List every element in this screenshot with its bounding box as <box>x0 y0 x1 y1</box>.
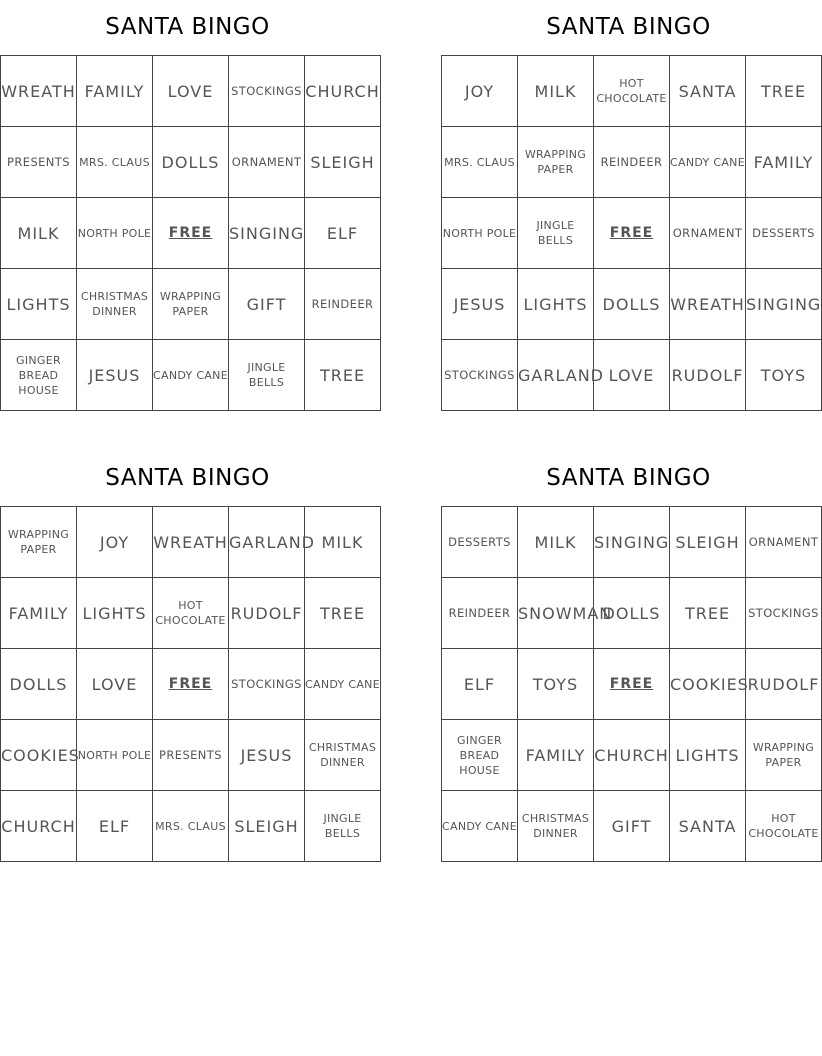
bingo-cell-label: CANDY CANE <box>153 368 228 382</box>
bingo-cell-label: SNOWMAN <box>518 603 613 623</box>
bingo-cell <box>442 340 518 411</box>
bingo-cell <box>594 578 670 649</box>
bingo-cell <box>229 269 305 340</box>
bingo-cell <box>229 56 305 127</box>
bingo-cell <box>518 127 594 198</box>
bingo-cell <box>229 127 305 198</box>
bingo-cell <box>746 649 822 720</box>
bingo-cell <box>1 127 77 198</box>
bingo-cell-label: CHURCH <box>594 745 669 765</box>
bingo-row <box>1 56 381 127</box>
bingo-cell-label: MILK <box>534 532 577 552</box>
bingo-cell-label: LOVE <box>91 674 138 694</box>
bingo-grid <box>0 55 381 411</box>
bingo-cell <box>77 720 153 791</box>
bingo-cell-label: STOCKINGS <box>444 367 515 382</box>
bingo-cell <box>305 649 381 720</box>
bingo-cell <box>229 720 305 791</box>
bingo-cell <box>1 791 77 862</box>
bingo-cell-label: FAMILY <box>84 81 145 101</box>
bingo-cell-label: COOKIES <box>1 745 80 765</box>
bingo-cell-label: REINDEER <box>448 605 511 620</box>
bingo-cell <box>1 269 77 340</box>
bingo-row <box>442 720 822 791</box>
bingo-cell-label: CHURCH <box>1 816 76 836</box>
bingo-cell <box>518 791 594 862</box>
bingo-cell <box>229 340 305 411</box>
bingo-cell-label: WRAPPING PAPER <box>159 290 222 318</box>
bingo-cell-label: DESSERTS <box>752 225 815 240</box>
bingo-row <box>442 56 822 127</box>
bingo-cell-label: GINGER BREAD HOUSE <box>457 733 502 777</box>
bingo-row <box>442 649 822 720</box>
free-space-label: FREE <box>168 676 213 692</box>
bingo-cell-label: GIFT <box>246 294 287 314</box>
bingo-row <box>1 507 381 578</box>
bingo-cell <box>670 507 746 578</box>
bingo-cell-label: SANTA <box>678 81 737 101</box>
card-title: SANTA BINGO <box>546 14 711 40</box>
bingo-cell-label: LIGHTS <box>6 294 71 314</box>
bingo-cell <box>1 720 80 791</box>
bingo-cell-label: JINGLE BELLS <box>323 812 362 840</box>
bingo-cell <box>518 56 594 127</box>
bingo-cell-label: JESUS <box>88 365 141 385</box>
bingo-cell <box>305 507 381 578</box>
bingo-cell-label: MILK <box>17 223 60 243</box>
bingo-cell-label: SLEIGH <box>234 816 299 836</box>
bingo-row <box>1 791 381 862</box>
bingo-cell-label: NORTH POLE <box>442 226 517 240</box>
bingo-cell-label: JOY <box>464 81 495 101</box>
bingo-cell <box>670 56 746 127</box>
bingo-cell <box>594 507 670 578</box>
bingo-cell <box>1 578 77 649</box>
bingo-cell-label: STOCKINGS <box>231 676 302 691</box>
bingo-cell <box>153 127 229 198</box>
bingo-cell-label: JESUS <box>453 294 506 314</box>
bingo-cell <box>153 507 229 578</box>
bingo-grid <box>441 506 822 862</box>
bingo-cell-label: PRESENTS <box>7 154 70 169</box>
bingo-cell-label: WRAPPING PAPER <box>524 148 587 176</box>
bingo-row <box>1 340 381 411</box>
bingo-cell-label: DOLLS <box>602 294 661 314</box>
bingo-cell <box>153 269 229 340</box>
bingo-cell <box>594 720 670 791</box>
bingo-cell <box>1 340 77 411</box>
bingo-cell <box>305 56 381 127</box>
bingo-cell-label: GINGER BREAD HOUSE <box>16 353 61 397</box>
bingo-grid <box>441 55 822 411</box>
bingo-cell <box>746 56 822 127</box>
bingo-cell <box>746 507 822 578</box>
bingo-cell-label: HOT CHOCOLATE <box>596 77 667 105</box>
bingo-row <box>1 198 381 269</box>
bingo-cell-label: MRS. CLAUS <box>155 819 226 833</box>
bingo-cell <box>305 269 381 340</box>
bingo-cell <box>77 127 153 198</box>
bingo-cell-label: DOLLS <box>602 603 661 623</box>
bingo-cell <box>305 340 381 411</box>
bingo-cell <box>229 198 305 269</box>
bingo-row <box>1 720 381 791</box>
bingo-cell <box>746 269 822 340</box>
bingo-cell-label: GIFT <box>611 816 652 836</box>
bingo-cell-label: JINGLE BELLS <box>247 361 286 389</box>
bingo-cell-label: COOKIES <box>670 674 749 694</box>
bingo-cell-label: TREE <box>319 365 366 385</box>
bingo-cell <box>305 198 381 269</box>
bingo-cell <box>746 720 822 791</box>
bingo-cell <box>229 791 305 862</box>
bingo-cell <box>594 269 670 340</box>
bingo-cell-label: PRESENTS <box>159 747 222 762</box>
bingo-cell-label: WREATH <box>153 532 228 552</box>
bingo-cell-label: LIGHTS <box>523 294 588 314</box>
bingo-cell-label: SLEIGH <box>310 152 375 172</box>
bingo-cell-label: CANDY CANE <box>305 677 380 691</box>
bingo-cell-label: REINDEER <box>600 154 663 169</box>
bingo-cell <box>153 56 229 127</box>
bingo-cell <box>442 791 518 862</box>
bingo-cell <box>153 720 229 791</box>
free-space-cell <box>594 649 670 720</box>
bingo-cell <box>442 198 518 269</box>
bingo-row <box>1 269 381 340</box>
bingo-cell-label: GARLAND <box>518 365 604 385</box>
free-space-label: FREE <box>609 225 654 241</box>
bingo-cell <box>77 791 153 862</box>
bingo-row <box>442 269 822 340</box>
bingo-cell <box>77 649 153 720</box>
bingo-cell-label: SINGING <box>229 223 305 243</box>
bingo-cell-label: TREE <box>319 603 366 623</box>
free-space-label: FREE <box>609 676 654 692</box>
bingo-cell-label: JOY <box>99 532 130 552</box>
bingo-cell <box>77 269 153 340</box>
bingo-cell-label: LOVE <box>167 81 214 101</box>
bingo-cell-label: WRAPPING PAPER <box>752 741 815 769</box>
bingo-cell-label: WRAPPING PAPER <box>7 528 70 556</box>
bingo-cell-label: REINDEER <box>311 296 374 311</box>
bingo-cell-label: DESSERTS <box>448 534 511 549</box>
bingo-cell <box>670 578 746 649</box>
card-title: SANTA BINGO <box>546 465 711 491</box>
bingo-cell-label: ORNAMENT <box>231 154 302 169</box>
bingo-cell-label: CHRISTMAS DINNER <box>80 290 149 318</box>
bingo-cell <box>746 340 822 411</box>
bingo-cell-label: ORNAMENT <box>672 225 743 240</box>
bingo-cell-label: MRS. CLAUS <box>79 155 150 169</box>
bingo-cell <box>442 507 518 578</box>
free-space-cell <box>594 198 670 269</box>
bingo-cell <box>670 720 746 791</box>
bingo-cell-label: CANDY CANE <box>442 819 517 833</box>
bingo-cell-label: STOCKINGS <box>748 605 819 620</box>
bingo-row <box>1 649 381 720</box>
bingo-row <box>442 791 822 862</box>
bingo-cell <box>518 720 594 791</box>
bingo-cell <box>442 578 518 649</box>
bingo-row <box>442 198 822 269</box>
bingo-cell-label: CHURCH <box>305 81 380 101</box>
bingo-cell <box>746 791 822 862</box>
bingo-cell <box>670 198 746 269</box>
bingo-cell <box>1 56 77 127</box>
bingo-cell <box>594 56 670 127</box>
bingo-cell <box>305 578 381 649</box>
bingo-cell <box>229 507 315 578</box>
bingo-row <box>442 507 822 578</box>
free-space-cell <box>153 198 229 269</box>
bingo-cell <box>670 649 749 720</box>
bingo-cell <box>229 649 305 720</box>
bingo-cell-label: TREE <box>684 603 731 623</box>
card-title: SANTA BINGO <box>105 14 270 40</box>
bingo-row <box>1 127 381 198</box>
bingo-cell <box>77 198 153 269</box>
bingo-cell-label: CHRISTMAS DINNER <box>308 741 377 769</box>
bingo-cell <box>670 127 746 198</box>
bingo-row <box>1 578 381 649</box>
bingo-cell <box>1 198 77 269</box>
bingo-cell-label: HOT CHOCOLATE <box>748 812 819 840</box>
bingo-cell-label: ELF <box>463 674 496 694</box>
bingo-row <box>442 340 822 411</box>
bingo-cell-label: SINGING <box>594 532 670 552</box>
bingo-cell <box>77 56 153 127</box>
bingo-cell <box>305 720 381 791</box>
bingo-cell <box>746 578 822 649</box>
bingo-row <box>442 578 822 649</box>
bingo-cell-label: RUDOLF <box>671 365 744 385</box>
bingo-cell <box>746 127 822 198</box>
bingo-cell-label: LOVE <box>608 365 655 385</box>
bingo-cell-label: CANDY CANE <box>670 155 745 169</box>
bingo-cell-label: ELF <box>98 816 131 836</box>
bingo-cell-label: MILK <box>534 81 577 101</box>
bingo-cell-label: LIGHTS <box>82 603 147 623</box>
card-title: SANTA BINGO <box>105 465 270 491</box>
bingo-cell <box>442 720 518 791</box>
bingo-cell-label: MRS. CLAUS <box>444 155 515 169</box>
bingo-cell-label: MILK <box>321 532 364 552</box>
bingo-cell-label: DOLLS <box>9 674 68 694</box>
bingo-cell <box>442 56 518 127</box>
bingo-cell <box>229 578 305 649</box>
bingo-cell-label: TREE <box>760 81 807 101</box>
bingo-cell <box>77 507 153 578</box>
free-space-label: FREE <box>168 225 213 241</box>
bingo-cell <box>746 198 822 269</box>
bingo-cell <box>594 340 670 411</box>
bingo-cell-label: TOYS <box>760 365 807 385</box>
bingo-cell <box>153 578 229 649</box>
bingo-cell <box>670 340 746 411</box>
bingo-cell <box>518 649 594 720</box>
bingo-cell-label: FAMILY <box>525 745 586 765</box>
free-space-cell <box>153 649 229 720</box>
bingo-cell <box>518 269 594 340</box>
bingo-cell-label: FAMILY <box>753 152 814 172</box>
bingo-cell <box>670 269 746 340</box>
bingo-cell <box>518 578 613 649</box>
bingo-cell-label: STOCKINGS <box>231 83 302 98</box>
bingo-cell-label: JINGLE BELLS <box>536 219 575 247</box>
bingo-cell-label: SINGING <box>746 294 822 314</box>
bingo-cell <box>442 649 518 720</box>
bingo-cell-label: SANTA <box>678 816 737 836</box>
bingo-cell-label: FAMILY <box>8 603 69 623</box>
bingo-cell-label: HOT CHOCOLATE <box>155 599 226 627</box>
bingo-cell <box>77 578 153 649</box>
bingo-cell-label: WREATH <box>1 81 76 101</box>
bingo-cell-label: CHRISTMAS DINNER <box>521 812 590 840</box>
bingo-cell-label: DOLLS <box>161 152 220 172</box>
bingo-row <box>442 127 822 198</box>
bingo-cell <box>442 269 518 340</box>
bingo-cell-label: TOYS <box>532 674 579 694</box>
bingo-cell <box>1 507 77 578</box>
bingo-cell <box>305 127 381 198</box>
bingo-cell-label: GARLAND <box>229 532 315 552</box>
bingo-grid <box>0 506 381 862</box>
bingo-cell-label: SLEIGH <box>675 532 740 552</box>
bingo-cell-label: WREATH <box>670 294 745 314</box>
bingo-cell <box>518 507 594 578</box>
bingo-cell <box>594 127 670 198</box>
bingo-cell <box>594 791 670 862</box>
bingo-cell <box>153 340 229 411</box>
bingo-cell-label: ELF <box>326 223 359 243</box>
bingo-cell <box>305 791 381 862</box>
bingo-cell <box>77 340 153 411</box>
bingo-cell-label: NORTH POLE <box>77 226 152 240</box>
bingo-cell <box>518 340 604 411</box>
bingo-cell-label: ORNAMENT <box>748 534 819 549</box>
bingo-cell <box>153 791 229 862</box>
bingo-cell <box>442 127 518 198</box>
bingo-cell <box>518 198 594 269</box>
bingo-cell-label: RUDOLF <box>747 674 820 694</box>
bingo-cell-label: JESUS <box>240 745 293 765</box>
bingo-cell <box>1 649 77 720</box>
bingo-cell-label: RUDOLF <box>230 603 303 623</box>
bingo-cell <box>670 791 746 862</box>
bingo-cell-label: NORTH POLE <box>77 748 152 762</box>
bingo-cell-label: LIGHTS <box>675 745 740 765</box>
